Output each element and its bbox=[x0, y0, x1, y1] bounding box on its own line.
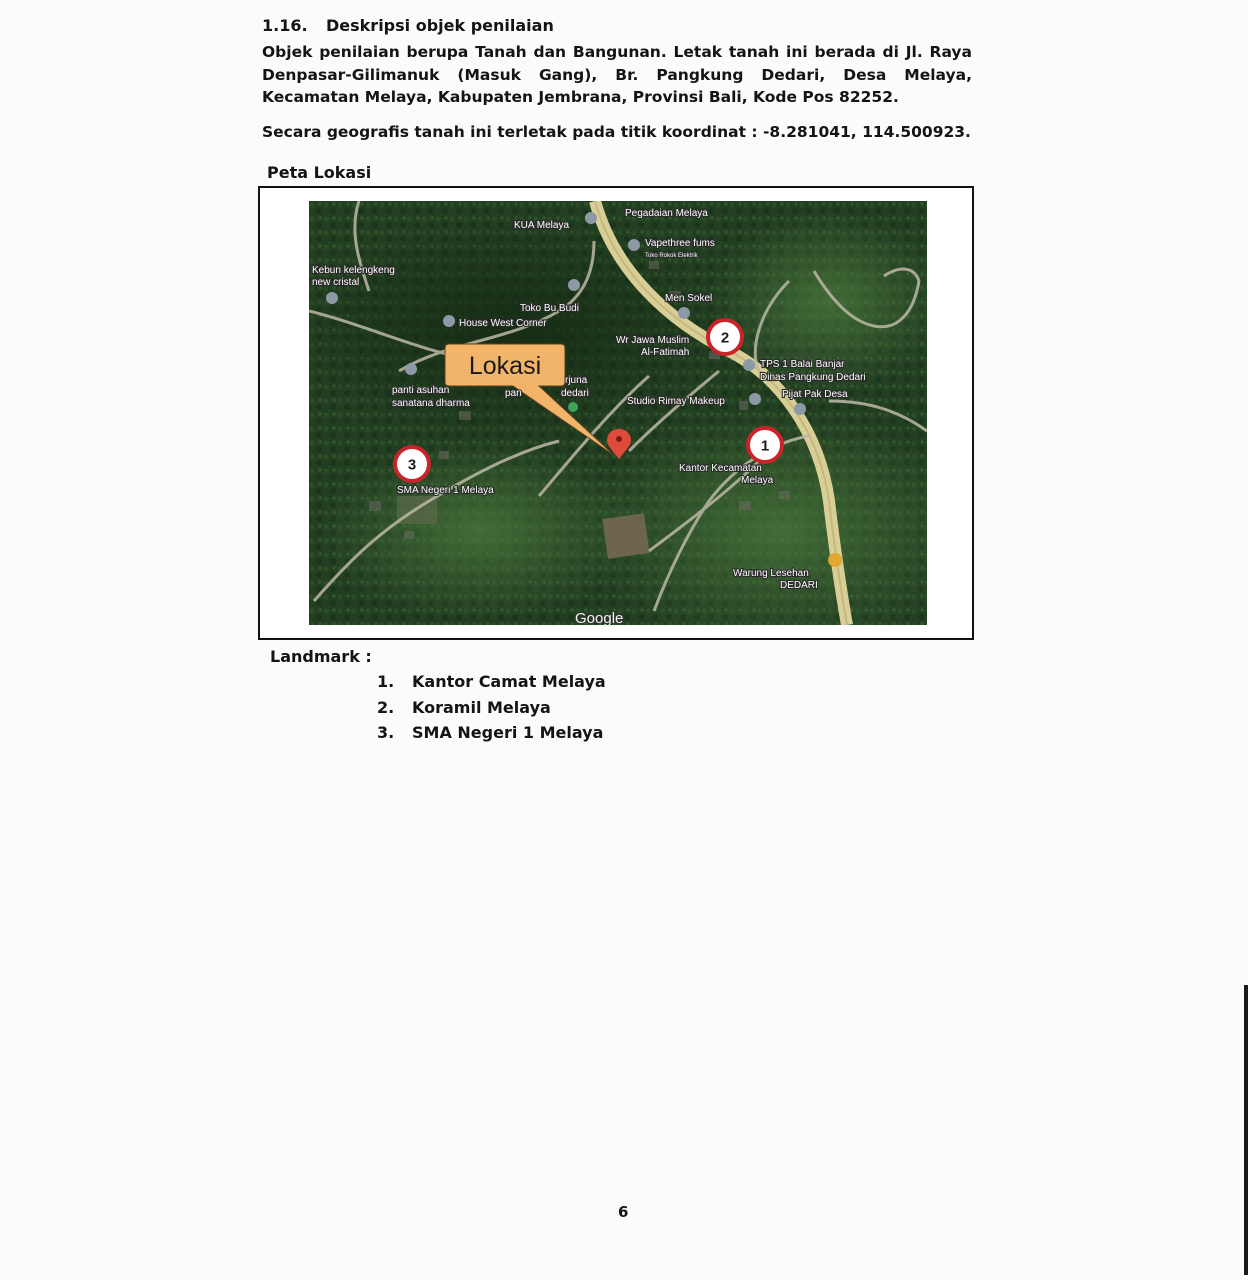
label-men-sokel: Men Sokel bbox=[665, 293, 713, 304]
marker-3-label: 3 bbox=[407, 456, 417, 474]
list-item-name: SMA Negeri 1 Melaya bbox=[412, 723, 604, 742]
list-item bbox=[377, 695, 606, 721]
scan-edge bbox=[1244, 985, 1248, 1275]
callout-label: Lokasi bbox=[468, 352, 542, 380]
map-heading: Peta Lokasi bbox=[267, 163, 372, 182]
landmark-marker-1 bbox=[748, 428, 782, 462]
page-number: 6 bbox=[618, 1203, 629, 1221]
label-vape: Vapethree fums bbox=[645, 238, 715, 249]
list-item-name: Kantor Camat Melaya bbox=[412, 672, 606, 691]
coordinates-paragraph: Secara geografis tanah ini terletak pada titik koordinat : -8.281041, 114.500923. bbox=[262, 123, 971, 141]
label-tps: TPS 1 Balai Banjar bbox=[760, 359, 845, 370]
section-number: 1.16. bbox=[262, 16, 308, 35]
label-panti-1: panti asuhan bbox=[392, 385, 450, 396]
label-pijat: Pijat Pak Desa bbox=[782, 389, 848, 400]
label-kebun-1: Kebun kelengkeng bbox=[312, 265, 395, 276]
label-toko-bu-budi: Toko Bu Budi bbox=[520, 303, 579, 314]
landmark-marker-2 bbox=[708, 320, 742, 354]
label-warung-1: Warung Lesehan bbox=[733, 568, 809, 579]
landmark-heading: Landmark : bbox=[270, 647, 372, 666]
label-pegadaian: Pegadaian Melaya bbox=[625, 208, 708, 219]
list-item-name: Koramil Melaya bbox=[412, 697, 551, 717]
label-dinas: Dinas Pangkung Dedari bbox=[760, 372, 866, 383]
landmark-list bbox=[377, 669, 606, 746]
marker-1-label: 1 bbox=[760, 437, 770, 455]
label-al-fatimah: Al-Fatimah bbox=[641, 347, 690, 358]
label-kantor-1: Kantor Kecamatan bbox=[679, 463, 762, 474]
label-panti-2: sanatana dharma bbox=[392, 398, 470, 409]
landmark-marker-3 bbox=[395, 447, 429, 481]
label-pan: pan bbox=[505, 388, 522, 399]
label-house-west-corner: House West Corner bbox=[459, 318, 547, 329]
list-item bbox=[377, 669, 606, 695]
label-kantor-2: Melaya bbox=[741, 475, 774, 486]
marker-2-label: 2 bbox=[720, 329, 730, 347]
label-wr-jawa: Wr Jawa Muslim bbox=[616, 335, 690, 346]
label-kua: KUA Melaya bbox=[514, 220, 570, 231]
section-heading bbox=[262, 16, 554, 35]
label-sma: SMA Negeri 1 Melaya bbox=[397, 485, 494, 496]
description-paragraph: Objek penilaian berupa Tanah dan Bangunan. Letak tanah ini berada di Jl. Raya Denpasar-Gilimanuk (Masuk Gang), Br. Pangkung Dedari, Desa Melaya, Kecamatan Melaya, Kabupaten Jembrana, Provinsi Bali, Kode Pos 82252. bbox=[262, 43, 972, 106]
google-watermark: Google bbox=[575, 610, 624, 625]
list-item-number: 1. bbox=[377, 672, 395, 691]
list-item-number: 2. bbox=[377, 697, 395, 717]
list-item bbox=[377, 720, 606, 746]
label-toko-rokok: Toko Rokok Elektrik bbox=[645, 253, 698, 259]
location-map bbox=[309, 201, 927, 625]
list-item-number: 3. bbox=[377, 723, 395, 742]
label-dedari: dedari bbox=[561, 388, 589, 399]
label-rjuna: rjuna bbox=[565, 375, 588, 386]
section-title: Deskripsi objek penilaian bbox=[326, 16, 554, 35]
label-kebun-2: new cristal bbox=[312, 277, 360, 288]
label-warung-2: DEDARI bbox=[780, 580, 818, 591]
satellite-map-image bbox=[309, 201, 927, 625]
label-studio: Studio Rimay Makeup bbox=[627, 396, 725, 407]
